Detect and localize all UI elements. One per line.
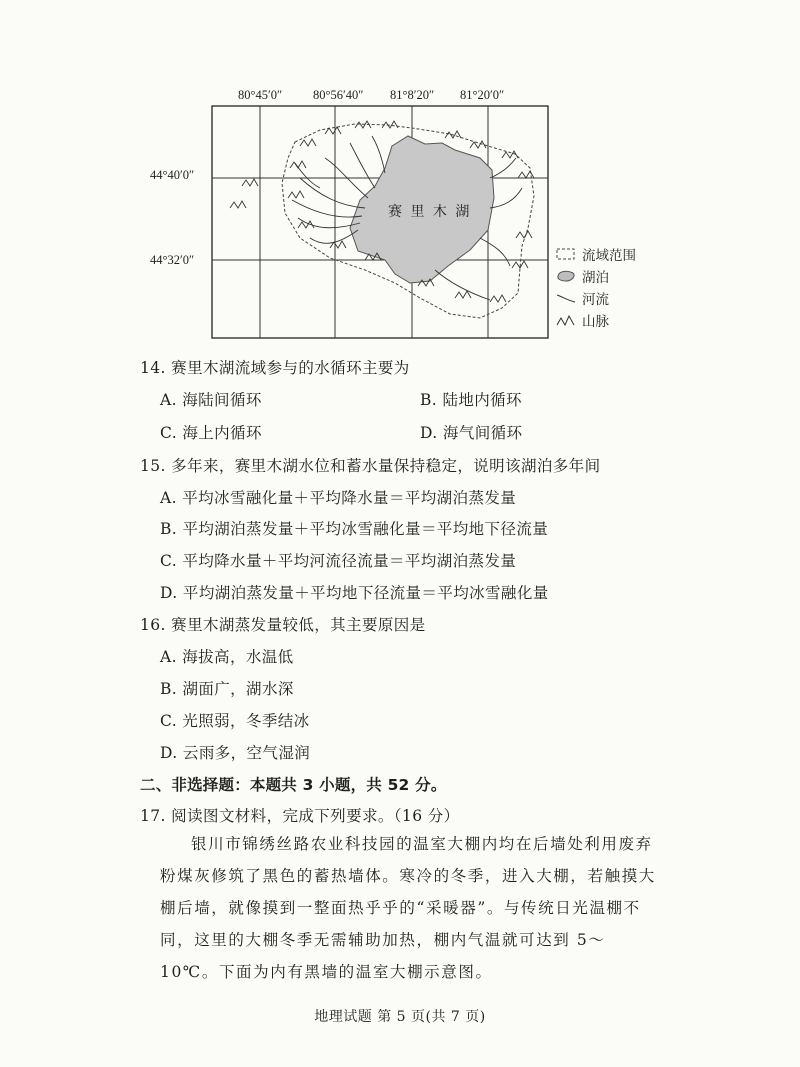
latitude-label: 44°40′0″ <box>150 168 195 182</box>
lake-name-label: 赛 里 木 湖 <box>388 204 472 220</box>
longitude-label: 81°20′0″ <box>460 88 505 102</box>
question-15-option-c: C. 平均降水量＋平均河流径流量＝平均湖泊蒸发量 <box>160 552 517 570</box>
river-icon <box>555 291 577 305</box>
question-15-option-b: B. 平均湖泊蒸发量＋平均冰雪融化量＝平均地下径流量 <box>160 520 549 538</box>
question-16-option-a: A. 海拔高，水温低 <box>160 648 294 666</box>
page-footer: 地理试题 第 5 页(共 7 页) <box>314 1009 486 1025</box>
question-14-option-c: C. 海上内循环 <box>160 424 262 442</box>
question-15-option-d: D. 平均湖泊蒸发量＋平均地下径流量＝平均冰雪融化量 <box>160 584 549 602</box>
legend-item <box>555 265 636 287</box>
longitude-label: 80°56′40″ <box>313 88 364 102</box>
lake-basin-map <box>150 88 670 353</box>
question-14-option-a: A. 海陆间循环 <box>160 391 262 409</box>
legend-item <box>555 243 636 265</box>
map-legend <box>555 243 636 331</box>
legend-item <box>555 309 636 331</box>
question-16-option-d: D. 云雨多，空气湿润 <box>160 744 311 762</box>
mountain-icon <box>555 313 577 327</box>
latitude-label: 44°32′0″ <box>150 253 195 267</box>
question-16-option-b: B. 湖面广，湖水深 <box>160 680 294 698</box>
question-14-option-d: D. 海气间循环 <box>420 424 523 442</box>
lake-icon <box>555 269 577 283</box>
basin-boundary-icon <box>555 247 577 261</box>
legend-item <box>555 287 636 309</box>
section-heading: 二、非选择题：本题共 3 小题，共 52 分。 <box>140 776 447 794</box>
longitude-label: 81°8′20″ <box>390 88 435 102</box>
legend-label: 河流 <box>582 292 609 308</box>
legend-label: 流域范围 <box>582 248 636 264</box>
question-16-stem: 16. 赛里木湖蒸发量较低，其主要原因是 <box>140 616 426 634</box>
question-14-stem: 14. 赛里木湖流域参与的水循环主要为 <box>140 359 410 377</box>
legend-label: 湖泊 <box>582 270 609 286</box>
question-17-stem: 17. 阅读图文材料，完成下列要求。（16 分） <box>140 807 460 825</box>
question-15-stem: 15. 多年来，赛里木湖水位和蓄水量保持稳定，说明该湖泊多年间 <box>140 457 601 475</box>
question-16-option-c: C. 光照弱，冬季结冰 <box>160 712 310 730</box>
question-15-option-a: A. 平均冰雪融化量＋平均降水量＝平均湖泊蒸发量 <box>160 489 517 507</box>
legend-label: 山脉 <box>582 314 609 330</box>
longitude-label: 80°45′0″ <box>238 88 283 102</box>
question-17-material: 银川市锦绣丝路农业科技园的温室大棚内均在后墙处利用废弃粉煤灰修筑了黑色的蓄热墙体。寒冷的冬季，进入大棚，若触摸大棚后墙，就像摸到一整面热乎乎的“采暖器”。与传统日光温棚不同，这里的大棚冬季无需辅助加热，棚内气温就可达到 5～10℃。下面为内有黑墙的温室大棚示意图。 <box>160 835 656 981</box>
question-14-option-b: B. 陆地内循环 <box>420 391 522 409</box>
